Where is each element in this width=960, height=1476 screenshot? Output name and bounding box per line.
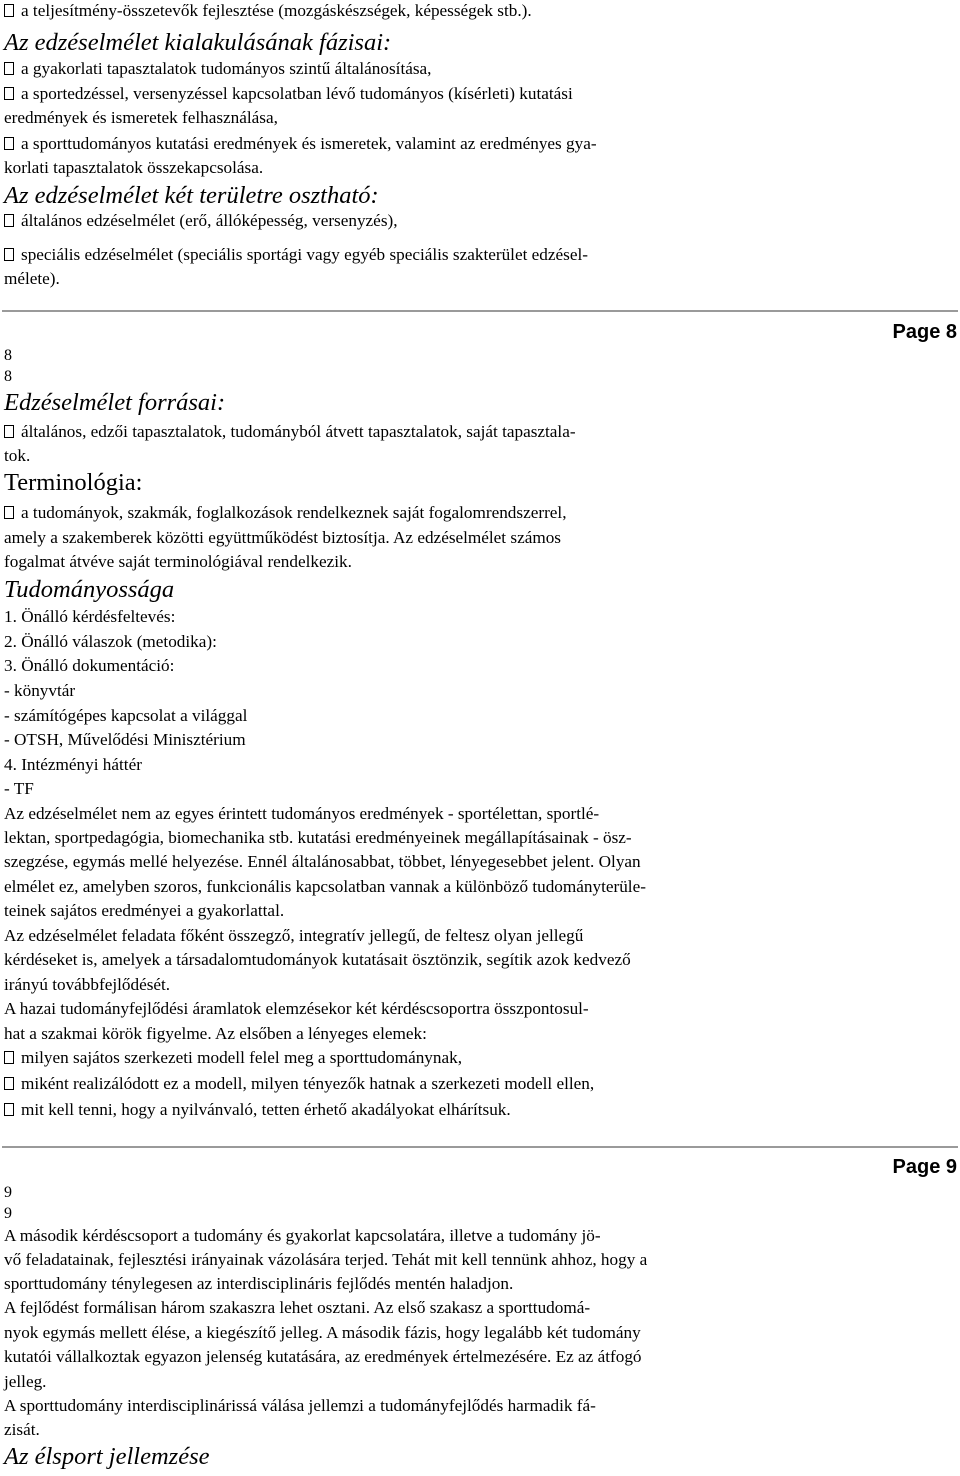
bullet-item: mit kell tenni, hogy a nyilvánvaló, tetten érhető akadályokat elhárítsuk. (4, 1099, 511, 1121)
list-item: 1. Önálló kérdésfeltevés: (4, 607, 176, 626)
paragraph-line: Az edzéselmélet nem az egyes érintett tudományos eredmények - sportélettan, sportlé- (4, 804, 600, 823)
section-heading: Edzéselmélet forrásai: (4, 389, 226, 416)
page-label: Page 8 (892, 321, 957, 343)
paragraph-line: elmélet ez, amelyben szoros, funkcionális kapcsolatban vannak a különböző tudományterüle- (4, 877, 646, 896)
bullet-item: a sportedzéssel, versenyzéssel kapcsolatban lévő tudományos (kísérleti) kutatási (4, 83, 573, 105)
bullet-box-icon (4, 425, 14, 438)
bullet-box-icon (4, 62, 14, 75)
bullet-box-icon (4, 4, 14, 17)
list-item: - könyvtár (4, 681, 76, 700)
bullet-box-icon (4, 137, 14, 150)
page-divider (2, 1146, 958, 1148)
paragraph-line: Az edzéselmélet feladata főként összegző, integratív jellegű, de feltesz olyan jellegű (4, 926, 584, 945)
bullet-item: a gyakorlati tapasztalatok tudományos szintű általánosítása, (4, 58, 431, 80)
page-label: Page 9 (892, 1156, 957, 1178)
list-item: 3. Önálló dokumentáció: (4, 656, 175, 675)
bullet-item: a tudományok, szakmák, foglalkozások rendelkeznek saját fogalomrendszerrel, (4, 502, 567, 524)
bullet-item: a teljesítmény-összetevők fejlesztése (mozgáskészségek, képességek stb.). (4, 0, 532, 22)
paragraph-line: lektan, sportpedagógia, biomechanika stb. kutatási eredményeinek megállapításainak - ösz- (4, 828, 632, 847)
paragraph-line: vő feladatainak, fejlesztési irányainak vázolására terjed. Tehát mit kell tennünk ahhoz, hogy a (4, 1250, 648, 1269)
text-line: fogalmat átvéve saját terminológiával rendelkezik. (4, 552, 352, 571)
paragraph-line: nyok egymás mellett élése, a kiegészítő jelleg. A második fázis, hogy legalább két tudomány (4, 1323, 641, 1342)
paragraph-line: teinek sajátos eredményei a gyakorlattal. (4, 901, 285, 920)
section-heading: Terminológia: (4, 469, 143, 496)
paragraph-line: irányú továbbfejlődését. (4, 975, 171, 994)
list-item: - TF (4, 779, 34, 798)
paragraph-line: kérdéseket is, amelyek a társadalomtudományok kutatásait ösztönzik, segítik azok kedvező (4, 950, 631, 969)
section-heading: Az élsport jellemzése (4, 1443, 210, 1470)
text-line: eredmények és ismeretek felhasználása, (4, 108, 278, 127)
bullet-box-icon (4, 1103, 14, 1116)
paragraph-line: A sporttudomány interdisciplinárissá válása jellemzi a tudományfejlődés harmadik fá- (4, 1396, 596, 1415)
bullet-item: milyen sajátos szerkezeti modell felel meg a sporttudománynak, (4, 1047, 462, 1069)
bullet-item: speciális edzéselmélet (speciális sportági vagy egyéb speciális szakterület edzésel- (4, 244, 588, 266)
paragraph-line: hat a szakmai körök figyelme. Az elsőben a lényeges elemek: (4, 1024, 427, 1043)
paragraph-line: sporttudomány ténylegesen az interdisciplináris fejlődés mentén haladjon. (4, 1274, 514, 1293)
page-number: 9 (4, 1184, 12, 1201)
section-heading: Az edzéselmélet két területre osztható: (4, 182, 379, 209)
bullet-box-icon (4, 1077, 14, 1090)
list-item: 4. Intézményi háttér (4, 755, 142, 774)
page-number: 8 (4, 347, 12, 364)
paragraph-line: A második kérdéscsoport a tudomány és gyakorlat kapcsolatára, illetve a tudomány jö- (4, 1226, 601, 1245)
paragraph-line: A hazai tudományfejlődési áramlatok elemzésekor két kérdéscsoportra összpontosul- (4, 999, 589, 1018)
bullet-item: miként realizálódott ez a modell, milyen tényezők hatnak a szerkezeti modell ellen, (4, 1073, 594, 1095)
page-number: 9 (4, 1205, 12, 1222)
bullet-item: általános edzéselmélet (erő, állóképesség, versenyzés), (4, 210, 398, 232)
text-line: amely a szakemberek közötti együttműködést biztosítja. Az edzéselmélet számos (4, 528, 561, 547)
paragraph-line: kutatói vállalkoztak egyazon jelenség kutatására, az eredmények értelmezésére. Ez az átfogó (4, 1347, 642, 1366)
section-heading: Tudományossága (4, 576, 175, 603)
text-line: mélete). (4, 269, 60, 288)
bullet-box-icon (4, 248, 14, 261)
bullet-item: általános, edzői tapasztalatok, tudományból átvett tapasztalatok, saját tapasztala- (4, 421, 576, 443)
paragraph-line: szegzése, egymás mellé helyezése. Ennél általánosabbat, többet, lényegesebbet jelent. Olyan (4, 852, 641, 871)
section-heading: Az edzéselmélet kialakulásának fázisai: (4, 29, 392, 56)
bullet-box-icon (4, 214, 14, 227)
paragraph-line: A fejlődést formálisan három szakaszra lehet osztani. Az első szakasz a sporttudomá- (4, 1298, 591, 1317)
text-line: tok. (4, 446, 31, 465)
list-item: - OTSH, Művelődési Minisztérium (4, 730, 246, 749)
bullet-box-icon (4, 506, 14, 519)
text-line: korlati tapasztalatok összekapcsolása. (4, 158, 264, 177)
paragraph-line: jelleg. (4, 1372, 47, 1391)
list-item: - számítógépes kapcsolat a világgal (4, 706, 248, 725)
bullet-item: a sporttudományos kutatási eredmények és ismeretek, valamint az eredményes gya- (4, 133, 597, 155)
page-divider (2, 310, 958, 312)
page-number: 8 (4, 368, 12, 385)
paragraph-line: zisát. (4, 1420, 40, 1439)
bullet-box-icon (4, 1051, 14, 1064)
bullet-box-icon (4, 87, 14, 100)
list-item: 2. Önálló válaszok (metodika): (4, 632, 217, 651)
